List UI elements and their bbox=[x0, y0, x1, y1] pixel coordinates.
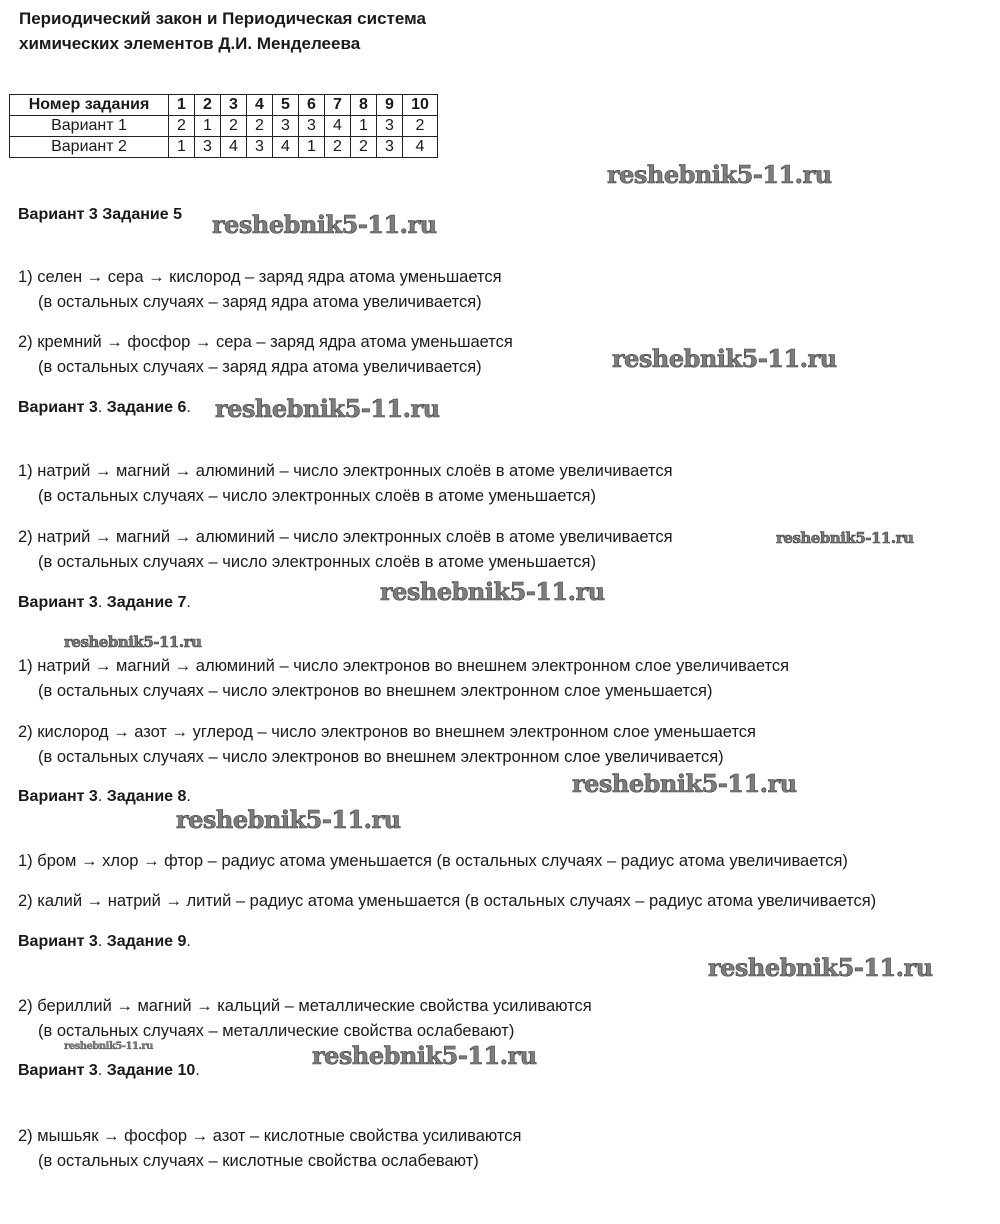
watermark-logo: reshebnik5-11.ru bbox=[380, 577, 605, 606]
answer-line: 1) бром → хлор → фтор – радиус атома уменьшается (в остальных случаях – радиус атома увеличивается) bbox=[18, 852, 848, 870]
watermark-logo: reshebnik5-11.ru bbox=[176, 805, 401, 834]
section-heading-task-10: Вариант 3. Задание 10. bbox=[18, 1062, 200, 1079]
table-cell: 4 bbox=[403, 137, 438, 158]
task-label: Задание 6 bbox=[106, 399, 187, 416]
table-header-cell: 10 bbox=[403, 95, 438, 116]
table-cell: 4 bbox=[325, 116, 351, 137]
table-cell: 3 bbox=[273, 116, 299, 137]
table-cell: 2 bbox=[351, 137, 377, 158]
table-row bbox=[10, 137, 438, 158]
table-header-cell: 5 bbox=[273, 95, 299, 116]
variant-label: Вариант 3 bbox=[18, 594, 98, 611]
answer-line: 2) натрий → магний → алюминий – число электронных слоёв в атоме увеличивается bbox=[18, 528, 673, 546]
table-header-cell: 2 bbox=[195, 95, 221, 116]
page-title-line1: Периодический закон и Периодическая система bbox=[19, 9, 426, 28]
section-heading-task-9: Вариант 3. Задание 9. bbox=[18, 933, 191, 950]
answer-note: (в остальных случаях – число электронных слоёв в атоме уменьшается) bbox=[38, 487, 596, 505]
watermark-logo: reshebnik5-11.ru bbox=[312, 1041, 537, 1070]
table-header-cell: 7 bbox=[325, 95, 351, 116]
table-header-cell: 6 bbox=[299, 95, 325, 116]
answer-note: (в остальных случаях – заряд ядра атома увеличивается) bbox=[38, 293, 482, 311]
table-row bbox=[10, 116, 438, 137]
table-cell: 1 bbox=[195, 116, 221, 137]
table-cell: 2 bbox=[221, 116, 247, 137]
watermark-logo: reshebnik5-11.ru bbox=[776, 529, 914, 547]
answer-note: (в остальных случаях – число электронов во внешнем электронном слое увеличивается) bbox=[38, 748, 724, 766]
task-label: Задание 5 bbox=[102, 206, 182, 223]
answer-line: 1) натрий → магний → алюминий – число электронов во внешнем электронном слое увеличивается bbox=[18, 657, 790, 675]
table-cell: 4 bbox=[221, 137, 247, 158]
answer-line: 1) селен → сера → кислород – заряд ядра атома уменьшается bbox=[18, 268, 502, 286]
table-row-label: Вариант 2 bbox=[10, 137, 169, 158]
table-header-cell: 3 bbox=[221, 95, 247, 116]
watermark-logo: reshebnik5-11.ru bbox=[212, 210, 437, 239]
task-label: Задание 10 bbox=[106, 1062, 196, 1079]
table-row-label: Вариант 1 bbox=[10, 116, 169, 137]
answer-line: 1) натрий → магний → алюминий – число электронных слоёв в атоме увеличивается bbox=[18, 462, 673, 480]
answer-note: (в остальных случаях – металлические свойства ослабевают) bbox=[38, 1022, 515, 1040]
watermark-logo: reshebnik5-11.ru bbox=[612, 344, 837, 373]
section-heading-task-6: Вариант 3. Задание 6. bbox=[18, 399, 191, 416]
page-title bbox=[19, 6, 426, 56]
variant-label: Вариант 3 bbox=[18, 788, 98, 805]
table-cell: 3 bbox=[247, 137, 273, 158]
table-cell: 1 bbox=[351, 116, 377, 137]
answers-table bbox=[9, 94, 438, 158]
section-heading-task-7: Вариант 3. Задание 7. bbox=[18, 594, 191, 611]
table-header-row bbox=[10, 95, 438, 116]
answer-line: 2) кремний → фосфор → сера – заряд ядра атома уменьшается bbox=[18, 333, 513, 351]
answer-note: (в остальных случаях – число электронных слоёв в атоме уменьшается) bbox=[38, 553, 596, 571]
section-heading-task-8: Вариант 3. Задание 8. bbox=[18, 788, 191, 805]
answer-note: (в остальных случаях – число электронов во внешнем электронном слое уменьшается) bbox=[38, 682, 713, 700]
table-cell: 3 bbox=[195, 137, 221, 158]
table-header-label: Номер задания bbox=[10, 95, 169, 116]
variant-label: Вариант 3 bbox=[18, 933, 98, 950]
table-header-cell: 8 bbox=[351, 95, 377, 116]
answer-line: 2) калий → натрий → литий – радиус атома уменьшается (в остальных случаях – радиус атома увеличивается) bbox=[18, 892, 877, 910]
section-heading-task-5 bbox=[18, 205, 182, 225]
table-cell: 1 bbox=[169, 137, 195, 158]
table-cell: 4 bbox=[273, 137, 299, 158]
watermark-logo: reshebnik5-11.ru bbox=[64, 633, 202, 651]
answer-note: (в остальных случаях – заряд ядра атома увеличивается) bbox=[38, 358, 482, 376]
table-cell: 2 bbox=[169, 116, 195, 137]
answer-line: 2) бериллий → магний → кальций – металлические свойства усиливаются bbox=[18, 997, 592, 1015]
answer-line: 2) мышьяк → фосфор → азот – кислотные свойства усиливаются bbox=[18, 1127, 522, 1145]
table-header-cell: 1 bbox=[169, 95, 195, 116]
watermark-logo: reshebnik5-11.ru bbox=[215, 394, 440, 423]
task-label: Задание 9 bbox=[106, 933, 187, 950]
answer-line: 2) кислород → азот → углерод – число электронов во внешнем электронном слое уменьшается bbox=[18, 723, 756, 741]
table-cell: 2 bbox=[325, 137, 351, 158]
watermark-logo: reshebnik5-11.ru bbox=[708, 953, 933, 982]
table-header-cell: 9 bbox=[377, 95, 403, 116]
variant-label: Вариант 3 bbox=[18, 399, 98, 416]
table-cell: 2 bbox=[247, 116, 273, 137]
table-cell: 2 bbox=[403, 116, 438, 137]
task-label: Задание 7 bbox=[106, 594, 187, 611]
watermark-logo: reshebnik5-11.ru bbox=[572, 769, 797, 798]
page-title-line2: химических элементов Д.И. Менделеева bbox=[19, 34, 361, 53]
table-header-cell: 4 bbox=[247, 95, 273, 116]
table-cell: 1 bbox=[299, 137, 325, 158]
variant-label: Вариант 3 bbox=[18, 1062, 98, 1079]
task-label: Задание 8 bbox=[106, 788, 187, 805]
watermark-logo: reshebnik5-11.ru bbox=[607, 160, 832, 189]
answer-note: (в остальных случаях – кислотные свойства ослабевают) bbox=[38, 1152, 479, 1170]
variant-label: Вариант 3 bbox=[18, 206, 98, 223]
table-cell: 3 bbox=[377, 137, 403, 158]
table-cell: 3 bbox=[377, 116, 403, 137]
watermark-logo: reshebnik5-11.ru bbox=[64, 1041, 153, 1052]
table-cell: 3 bbox=[299, 116, 325, 137]
